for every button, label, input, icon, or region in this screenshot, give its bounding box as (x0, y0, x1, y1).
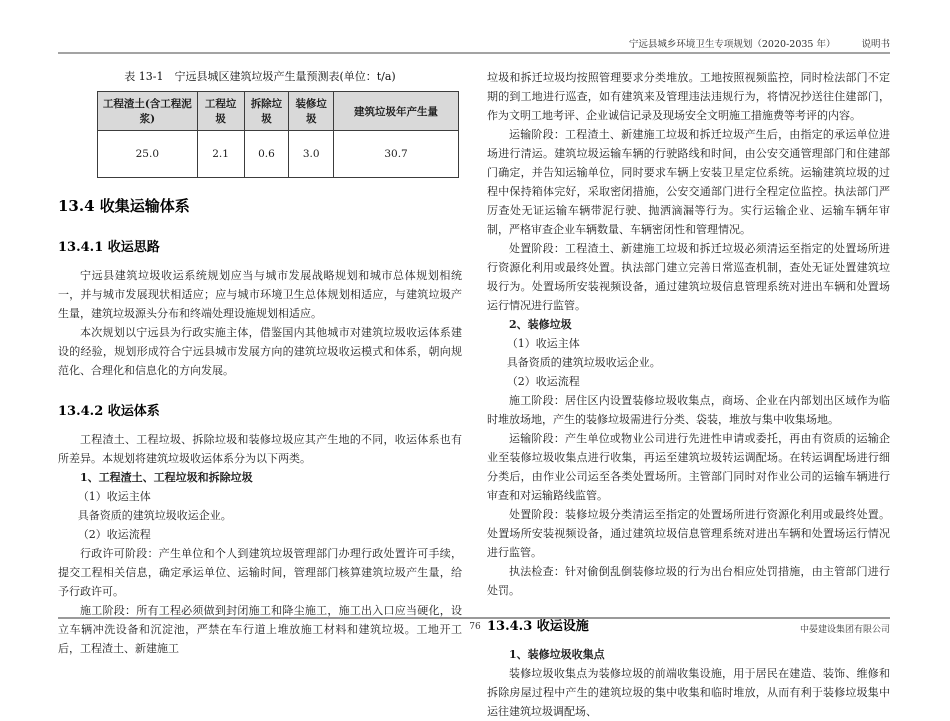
paragraph: 宁远县建筑垃圾收运系统规划应当与城市发展战略规划和城市总体规划相统一，并与城市发展现状相适应；应与城市环境卫生总体规划相适应，与建筑垃圾产生量，建筑垃圾源头分布和终端处理设施规划相适应。 (58, 269, 462, 320)
left-column (58, 64, 462, 658)
paragraph: 工程渣土、工程垃圾、拆除垃圾和装修垃圾应其产生地的不同，收运体系也有所差异。本规划将建筑垃圾收运体系分为以下两类。 (58, 433, 462, 465)
section-heading-13-4-1: 13.4.1 收运思路 (58, 240, 160, 255)
list-item-bold: 1、工程渣土、工程垃圾和拆除垃圾 (80, 471, 253, 484)
footer-rule (58, 617, 890, 619)
table-header-row (98, 92, 459, 131)
page-number: 76 (469, 622, 481, 632)
sub-item: （2）收运流程 (506, 375, 580, 388)
table-header-cell: 装修垃圾 (289, 92, 334, 131)
list-item-bold: 1、装修垃圾收集点 (509, 648, 605, 661)
paragraph: 施工阶段：所有工程必须做到封闭施工和降尘施工，施工出入口应当硬化，设立车辆冲洗设备和沉淀池，严禁在车行道上堆放施工材料和建筑垃圾。工地开工后，工程渣土、新建施工 (58, 604, 462, 655)
section-heading-13-4-2: 13.4.2 收运体系 (58, 404, 160, 419)
paragraph: 执法检查：针对偷倒乱倒装修垃圾的行为出台相应处罚措施，由主管部门进行处罚。 (487, 565, 890, 597)
table-caption: 表 13-1 宁远县城区建筑垃圾产生量预测表(单位：t/a) (124, 70, 396, 83)
section-heading-13-4-3: 13.4.3 收运设施 (487, 619, 589, 634)
section-heading-13-4: 13.4 收集运输体系 (58, 197, 190, 215)
table-header-cell: 工程垃圾 (197, 92, 244, 131)
paragraph: 本次规划以宁远县为行政实施主体，借鉴国内其他城市对建筑垃圾收运体系建设的经验，规划形成符合宁远县城市发展方向的建筑垃圾收运模式和体系，朝向规范化、合理化和信息化的方向发展。 (58, 326, 462, 377)
running-header (629, 36, 890, 50)
table-header-cell: 工程渣土(含工程泥浆) (98, 92, 198, 131)
table-row (98, 131, 459, 178)
paragraph: 处置阶段：工程渣土、新建施工垃圾和拆迁垃圾必须清运至指定的处置场所进行资源化利用或最终处置。执法部门建立完善日常巡查机制，查处无证处置建筑垃圾行为。处置场所安装视频设备，通过建筑垃圾信息管理系统对进出车辆和处置场运行情况进行监管。 (487, 242, 890, 312)
paragraph: 运输阶段：工程渣土、新建施工垃圾和拆迁垃圾产生后，由指定的承运单位进场进行清运。建筑垃圾运输车辆的行驶路线和时间，由公安交通管理部门和住建部门确定，并告知运输单位，同时要求车辆上安装卫星定位系统。运输建筑垃圾的过程中保持箱体完好，采取密闭措施，公安交通部门进行全程定位监控。执法部门严厉查处无证运输车辆带泥行驶、抛洒滴漏等行为。实行运输企业、运输车辆年审制，严格审查企业车辆数量、车辆密闭性和管理情况。 (487, 128, 890, 236)
header-rule (58, 52, 890, 54)
paragraph: 处置阶段：装修垃圾分类清运至指定的处置场所进行资源化利用或最终处置。处置场所安装视频设备，通过建筑垃圾信息管理系统对进出车辆和处置场运行情况进行监管。 (487, 508, 890, 559)
footer-company: 中晏建设集团有限公司 (799, 625, 890, 635)
table-header-cell: 建筑垃圾年产生量 (334, 92, 459, 131)
running-header-title: 宁远县城乡环境卫生专项规划（2020-2035 年） (628, 39, 836, 50)
sub-item: （2）收运流程 (77, 528, 151, 541)
paragraph-continuation: 垃圾和拆迁垃圾均按照管理要求分类堆放。工地按照视频监控，同时检法部门不定期的到工地进行巡查，如有建筑来及管理违法违规行为，将情况抄送往住建部门，作为文明工地考评、企业诚信记录及现场安全文明施工措施费等考评的内容。 (487, 71, 890, 122)
waste-prediction-table (97, 91, 459, 178)
sub-item-text: 具备资质的建筑垃圾收运企业。 (506, 356, 661, 369)
table-cell: 3.0 (289, 131, 334, 178)
paragraph: 施工阶段：居住区内设置装修垃圾收集点，商场、企业在内部划出区域作为临时堆放场地，产生的装修垃圾需进行分类、袋装，堆放与集中收集场地。 (487, 394, 890, 426)
list-item-bold: 2、装修垃圾 (509, 318, 572, 331)
table-cell: 25.0 (98, 131, 198, 178)
table-cell: 30.7 (334, 131, 459, 178)
running-header-doc-type: 说明书 (861, 39, 890, 50)
table-cell: 2.1 (197, 131, 244, 178)
paragraph: 行政许可阶段：产生单位和个人到建筑垃圾管理部门办理行政处置许可手续，提交工程相关信息，确定承运单位、运输时间，管理部门核算建筑垃圾产生量，给予行政许可。 (58, 547, 462, 598)
sub-item: （1）收运主体 (77, 490, 151, 503)
sub-item-text: 具备资质的建筑垃圾收运企业。 (77, 509, 232, 522)
paragraph: 装修垃圾收集点为装修垃圾的前端收集设施，用于居民在建造、装饰、维修和拆除房屋过程中产生的建筑垃圾的集中收集和临时堆放，从而有利于装修垃圾集中运往建筑垃圾调配场、 (487, 667, 890, 718)
table-header-cell: 拆除垃圾 (244, 92, 289, 131)
table-cell: 0.6 (244, 131, 289, 178)
paragraph: 运输阶段：产生单位或物业公司进行先进性申请或委托，再由有资质的运输企业至装修垃圾收集点进行收集，再运至建筑垃圾转运调配场。在转运调配场进行细分类后，由作业公司运至各类处置场所。主管部门同时对作业公司的运输车辆进行审查和对运输路线监管。 (487, 432, 890, 502)
sub-item: （1）收运主体 (506, 337, 580, 350)
